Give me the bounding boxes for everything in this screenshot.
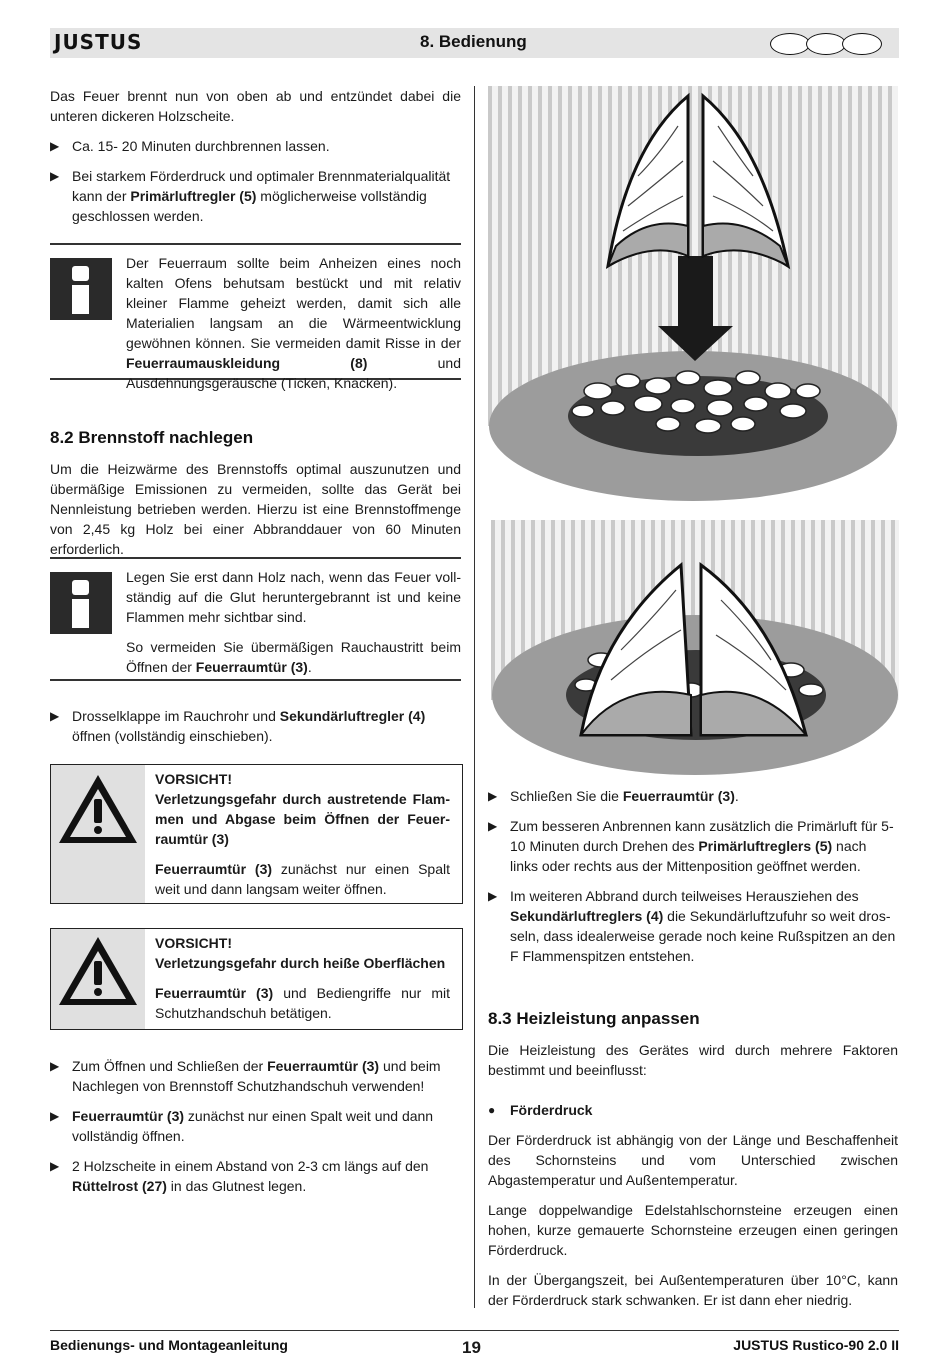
- triangle-bullet-icon: ▶: [488, 789, 498, 803]
- paragraph: In der Übergangszeit, bei Außentemperaturen über 10°C, kann der Förderdruck stark schwanken. Er ist dann eher niedrig.: [488, 1272, 898, 1308]
- list-item: ▶ 2 Holzscheite in einem Abstand von 2-3 cm längs auf den Rüttelrost (27) in das Glutnest legen.: [50, 1158, 429, 1194]
- list-item: ● Förderdruck: [488, 1102, 593, 1118]
- illustration-logs-burning: [491, 520, 899, 780]
- triangle-bullet-icon: ▶: [50, 169, 60, 183]
- list-item: ▶ Feuerraumtür (3) zunächst nur einen Spalt weit und dann vollständig öffnen.: [50, 1108, 434, 1144]
- triangle-bullet-icon: ▶: [50, 139, 60, 153]
- illustration-logs-placed: [488, 86, 898, 501]
- footer-divider: [50, 1330, 899, 1331]
- section-text: Um die Heizwärme des Brennstoffs optimal auszunutzen und übermäßige Emissionen zu vermeiden, sollte das Gerät bei Nennleistung betrieben werden. Hierzu ist eine Brennstoffmenge von 2,45 kg Holz bei einer Abbranddauer von 60 Minuten erforderlich.: [50, 461, 461, 557]
- list-item: ▶ Zum besseren Anbrennen kann zusätzlich die Primärluft für 5-10 Minuten durch Drehen des Primärluftreglers (5) nach links oder rechts aus der Mittenposition geöffnet werden.: [488, 818, 894, 874]
- footer-right: JUSTUS Rustico-90 2.0 II: [733, 1337, 899, 1353]
- dot-bullet-icon: ●: [488, 1103, 496, 1117]
- chapter-ovals-icon: [770, 33, 878, 55]
- page-title: 8. Bedienung: [420, 32, 527, 51]
- paragraph: Lange doppelwandige Edelstahlschornsteine erzeugen einen hohen, kurze gemauerte Schornsteine erzeugen einen geringen Förderdruck.: [488, 1202, 898, 1258]
- brand-logo: JUSTUS: [54, 30, 143, 54]
- list-item: ▶ Bei starkem Förderdruck und optimaler Brennmaterialqualität kann der Primärluftregler (5) möglicherweise vollständig geschlossen werden.: [50, 168, 451, 224]
- page-number: 19: [462, 1338, 481, 1357]
- info-box: Legen Sie erst dann Holz nach, wenn das Feuer vollständig auf die Glut heruntergebrannt ist und keine Flammen mehr sichtbar sind. So vermeiden Sie übermäßigen Rauchaustritt beim Öffnen der Feuerraumtür (3).: [50, 557, 461, 681]
- warning-box: VORSICHT! Verletzungsgefahr durch heiße Oberflächen Feuerraumtür (3) und Bediengriffe nur mit Schutzhandschuh betätigen.: [50, 928, 463, 1030]
- list-item: ▶ Im weiteren Abbrand durch teilweises Herausziehen des Sekundärluftreglers (4) die Sekundärluftzufuhr so weit drosseln, dass idealerweise gerade noch keine Rußspitzen an den F Flammenspitzen entstehen.: [488, 888, 896, 964]
- warning-triangle-icon: [51, 929, 145, 1027]
- list-item: ▶ Ca. 15- 20 Minuten durchbrennen lassen.: [50, 138, 330, 154]
- list-item: ▶ Drosselklappe im Rauchrohr und Sekundärluftregler (4) öffnen (vollständig einschieben).: [50, 708, 426, 744]
- triangle-bullet-icon: ▶: [50, 1159, 60, 1173]
- list-item: ▶ Zum Öffnen und Schließen der Feuerraumtür (3) und beim Nachlegen von Brennstoff Schutzhandschuh verwenden!: [50, 1058, 441, 1094]
- triangle-bullet-icon: ▶: [50, 1059, 60, 1073]
- footer-left: Bedienungs- und Montageanleitung: [50, 1337, 288, 1353]
- warning-triangle-icon: [51, 765, 145, 901]
- list-item: ▶ Schließen Sie die Feuerraumtür (3).: [488, 788, 739, 804]
- warning-box: VORSICHT! Verletzungsgefahr durch austretende Flammen und Abgase beim Öffnen der Feuerraumtür (3) Feuerraumtür (3) zunächst nur einen Spalt weit und dann langsam weiter öffnen.: [50, 764, 463, 904]
- intro-text: Das Feuer brennt nun von oben ab und entzündet dabei die unteren dickeren Holzscheite.: [50, 88, 461, 124]
- info-box: Der Feuerraum sollte beim Anheizen eines noch kalten Ofens behutsam bestückt und mit relativ kleiner Flamme geheizt werden, damit sich alle Materialien langsam an die Wärmeentwicklung gewöhnen können. Sie vermeiden damit Risse in der Feuerraumauskleidung (8) und Ausdehnungsgeräusche (Ticken, Knacken).: [50, 243, 461, 380]
- section-heading: 8.2 Brennstoff nachlegen: [50, 428, 254, 447]
- info-icon: [50, 258, 112, 320]
- triangle-bullet-icon: ▶: [488, 889, 498, 903]
- section-text: Die Heizleistung des Gerätes wird durch mehrere Faktoren bestimmt und beeinflusst:: [488, 1042, 898, 1078]
- triangle-bullet-icon: ▶: [488, 819, 498, 833]
- section-heading: 8.3 Heizleistung anpassen: [488, 1009, 700, 1028]
- triangle-bullet-icon: ▶: [50, 1109, 60, 1123]
- column-divider: [474, 86, 475, 1308]
- paragraph: Der Förderdruck ist abhängig von der Länge und Beschaffenheit des Schornsteins und vom Unterschied zwischen Abgastemperatur und Außentemperatur.: [488, 1132, 898, 1188]
- info-icon: [50, 572, 112, 634]
- triangle-bullet-icon: ▶: [50, 709, 60, 723]
